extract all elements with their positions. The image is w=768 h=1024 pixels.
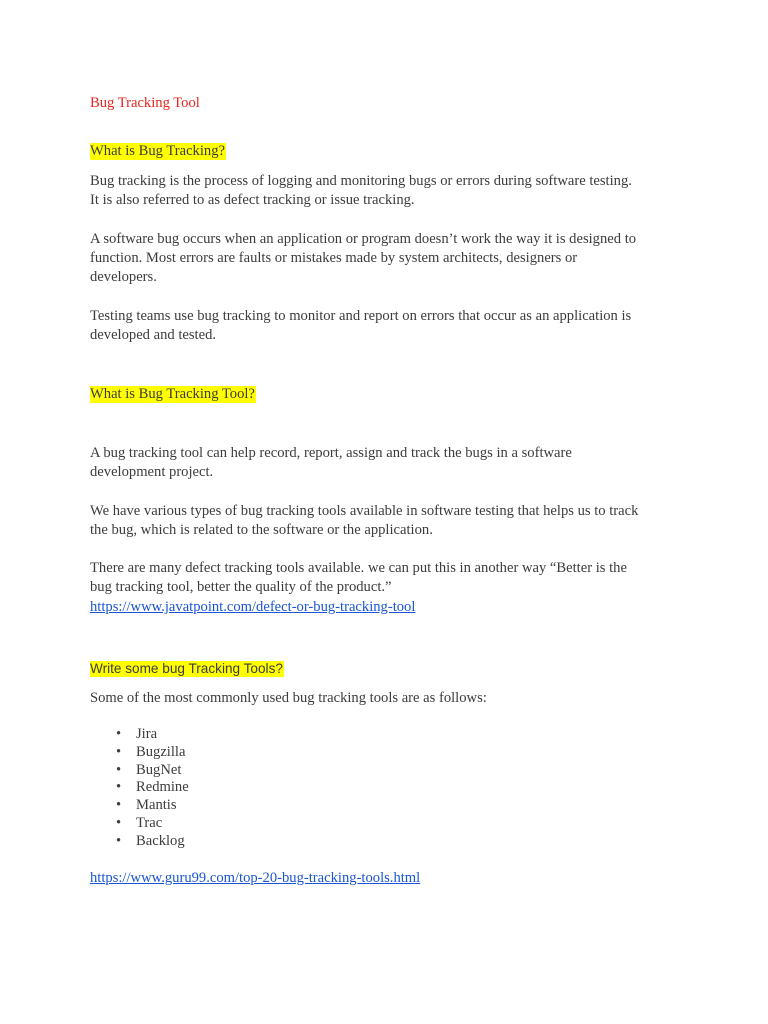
list-item — [116, 762, 189, 780]
paragraph-line: There are many defect tracking tools available. we can put this in another way “Better is the — [90, 560, 627, 576]
heading-highlight: What is Bug Tracking? — [90, 143, 225, 159]
tool-name: Backlog — [136, 832, 185, 849]
bullet-icon: • — [116, 743, 122, 760]
paragraph-line: function. Most errors are faults or mistakes made by system architects, designers or — [90, 250, 578, 266]
list-item — [116, 815, 189, 833]
paragraph-line: bug tracking tool, better the quality of the product.” — [90, 579, 392, 595]
guru99-link[interactable]: https://www.guru99.com/top-20-bug-tracking-tools.html — [90, 870, 421, 886]
paragraph-line: developed and tested. — [90, 327, 217, 343]
bullet-icon: • — [116, 761, 122, 778]
section-heading-write-some-bug-tracking-tools — [90, 659, 284, 679]
list-item — [116, 744, 189, 762]
heading-highlight: What is Bug Tracking Tool? — [90, 386, 255, 402]
paragraph-line: A bug tracking tool can help record, report, assign and track the bugs in a software — [90, 445, 572, 461]
list-item — [116, 797, 189, 815]
tool-name: Jira — [136, 726, 158, 742]
tools-list — [116, 726, 189, 851]
list-item — [116, 779, 189, 797]
bullet-icon: • — [116, 814, 122, 831]
list-item — [116, 833, 189, 851]
list-item — [116, 726, 189, 744]
paragraph-line: We have various types of bug tracking tools available in software testing that helps us to track — [90, 503, 639, 519]
paragraph-line: A software bug occurs when an application or program doesn’t work the way it is designed to — [90, 231, 637, 247]
document-title: Bug Tracking Tool — [90, 95, 200, 111]
paragraph-line: the bug, which is related to the software or the application. — [90, 522, 433, 538]
paragraph-line: It is also referred to as defect tracking or issue tracking. — [90, 192, 415, 208]
heading-highlight: Write some bug Tracking Tools? — [90, 661, 283, 676]
tool-name: Redmine — [136, 779, 189, 796]
section-heading-what-is-bug-tracking — [90, 142, 226, 161]
bullet-icon: • — [116, 779, 122, 796]
bullet-icon: • — [116, 726, 122, 742]
bullet-icon: • — [116, 832, 122, 849]
tool-name: Bugzilla — [136, 743, 186, 760]
bullet-icon: • — [116, 797, 122, 814]
paragraph-line: developers. — [90, 269, 157, 285]
section-heading-what-is-bug-tracking-tool — [90, 385, 256, 404]
tool-name: Trac — [136, 814, 163, 831]
javatpoint-link[interactable]: https://www.javatpoint.com/defect-or-bug-tracking-tool — [90, 599, 416, 615]
paragraph-line: development project. — [90, 464, 214, 480]
tool-name: Mantis — [136, 797, 177, 814]
paragraph-line: Bug tracking is the process of logging and monitoring bugs or errors during software testing. — [90, 173, 632, 189]
tool-name: BugNet — [136, 761, 182, 778]
paragraph-line: Testing teams use bug tracking to monitor and report on errors that occur as an application is — [90, 308, 632, 324]
list-intro: Some of the most commonly used bug tracking tools are as follows: — [90, 690, 487, 706]
